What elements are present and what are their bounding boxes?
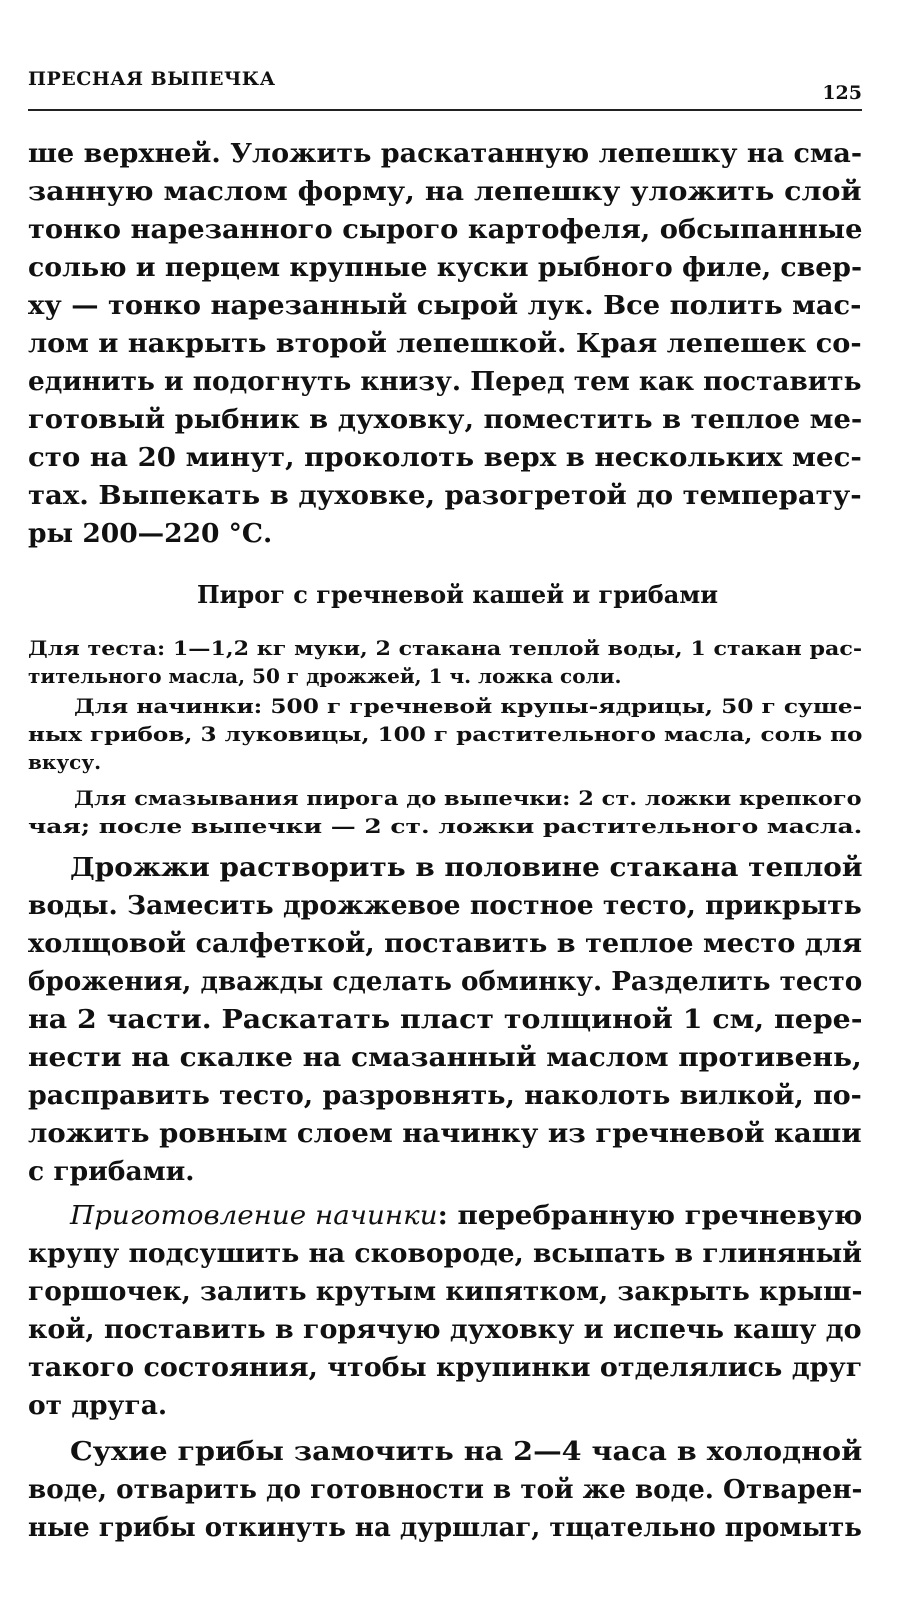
text-line [70,1200,862,1231]
running-title: ПРЕСНАЯ ВЫПЕЧКА [28,68,276,90]
text-line: ложить ровным слоем начинку из гречневой каши [28,1118,862,1149]
page-number: 125 [822,82,862,104]
text-line: единить и подогнуть книзу. Перед тем как поставить [28,366,862,397]
text-line: Сухие грибы замочить на 2—4 часа в холодной [70,1436,863,1467]
text-line: холщовой салфеткой, поставить в теплое место для [28,928,863,959]
text-line: воде, отварить до готовности в той же воде. Отварен- [28,1474,863,1505]
text-line: крупу подсушить на сковороде, всыпать в глиняный [28,1238,862,1269]
text-line: нести на скалке на смазанный маслом противень, [28,1042,862,1073]
text-line: с грибами. [28,1156,195,1187]
ingredient-line: вкусу. [28,750,102,774]
text-line: тах. Выпекать в духовке, разогретой до температу- [28,480,862,511]
text-line: на 2 части. Раскатать пласт толщиной 1 см, пере- [28,1004,863,1035]
text-line: занную маслом форму, на лепешку уложить слой [28,176,862,207]
text-line: кой, поставить в горячую духовку и испечь кашу до [28,1314,862,1345]
filling-text: : перебранную гречневую [437,1200,863,1231]
ingredient-line: тительного масла, 50 г дрожжей, 1 ч. ложка соли. [28,664,622,688]
text-line: Дрожжи растворить в половине стакана теплой [70,852,863,883]
recipe-title: Пирог с гречневой кашей и грибами [196,580,719,609]
text-line: ше верхней. Уложить раскатанную лепешку на сма- [28,138,863,169]
header-rule [28,109,862,111]
text-line: расправить тесто, разровнять, наколоть вилкой, по- [28,1080,862,1111]
ingredient-line: Для смазывания пирога до выпечки: 2 ст. ложки крепкого [74,786,862,810]
page-header [28,62,862,112]
ingredient-line: чая; после выпечки — 2 ст. ложки растительного масла. [28,814,863,838]
text-line: ху — тонко нарезанный сырой лук. Все полить мас- [28,290,862,321]
ingredient-line: Для теста: 1—1,2 кг муки, 2 стакана теплой воды, 1 стакан рас- [28,636,863,660]
text-line: ры 200—220 °С. [28,518,273,549]
text-line: ные грибы откинуть на дуршлаг, тщательно промыть [28,1512,862,1543]
text-line: лом и накрыть второй лепешкой. Края лепешек со- [28,328,862,359]
filling-label: Приготовление начинки [70,1200,438,1231]
ingredient-line: Для начинки: 500 г гречневой крупы-ядрицы, 50 г суше- [74,694,863,718]
text-line: от друга. [28,1390,168,1421]
text-line: тонко нарезанного сырого картофеля, обсыпанные [28,214,863,245]
text-line: солью и перцем крупные куски рыбного филе, свер- [28,252,863,283]
text-line: сто на 20 минут, проколоть верх в нескольких мес- [28,442,862,473]
ingredient-line: ных грибов, 3 луковицы, 100 г растительного масла, соль по [28,722,863,746]
text-line: готовый рыбник в духовку, поместить в теплое ме- [28,404,863,435]
text-line: горшочек, залить крутым кипятком, закрыть крыш- [28,1276,863,1307]
text-line: такого состояния, чтобы крупинки отделялись друг [28,1352,863,1383]
text-line: воды. Замесить дрожжевое постное тесто, прикрыть [28,890,862,921]
text-line: брожения, дважды сделать обминку. Разделить тесто [28,966,863,997]
